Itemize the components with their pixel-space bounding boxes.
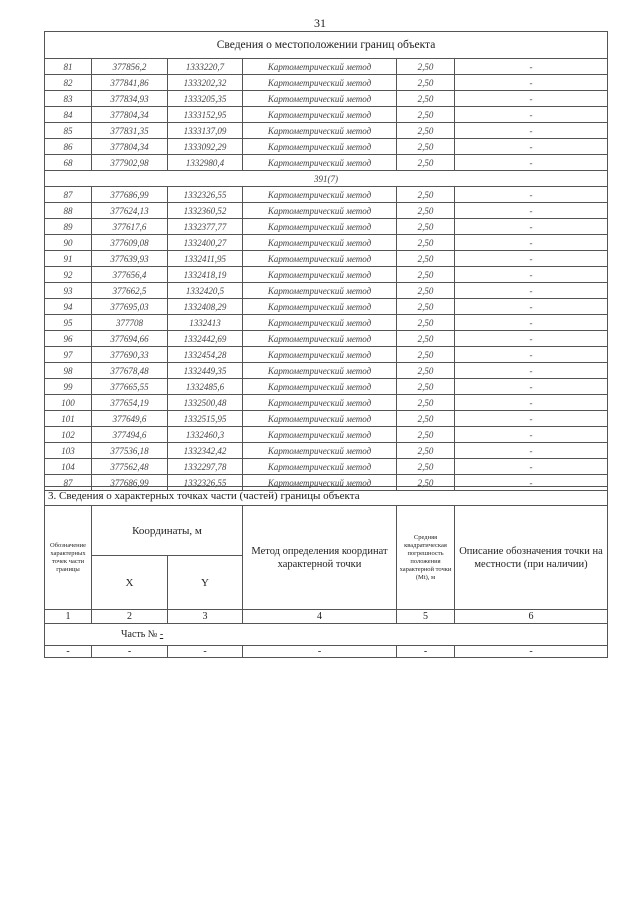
point-number-cell: 99 [45, 379, 92, 395]
point-number-cell: 98 [45, 363, 92, 379]
x-coordinate-cell: 377902,98 [92, 155, 168, 171]
part-number-value: - [159, 629, 164, 640]
description-cell: - [455, 379, 608, 395]
coordinate-row [45, 315, 608, 331]
y-coordinate-cell: 1332515,95 [168, 411, 243, 427]
y-coordinate-cell: 1332500,48 [168, 395, 243, 411]
page-number: 31 [314, 16, 326, 30]
method-cell: Картометрический метод [243, 315, 397, 331]
coordinate-row [45, 283, 608, 299]
description-cell: - [455, 347, 608, 363]
point-number-cell: 68 [45, 155, 92, 171]
point-number-cell: 94 [45, 299, 92, 315]
error-cell: 2,50 [397, 155, 455, 171]
description-cell: - [455, 267, 608, 283]
method-cell: Картометрический метод [243, 91, 397, 107]
method-cell: Картометрический метод [243, 459, 397, 475]
method-cell: Картометрический метод [243, 379, 397, 395]
coordinate-row [45, 411, 608, 427]
error-cell: 2,50 [397, 315, 455, 331]
x-coordinate-cell: 377831,35 [92, 123, 168, 139]
x-coordinate-cell: 377686,99 [92, 475, 168, 491]
coordinate-row [45, 187, 608, 203]
section3-title: 3. Сведения о характерных точках части (частей) границы объекта [45, 487, 608, 506]
y-coordinate-cell: 1332980,4 [168, 155, 243, 171]
description-cell: - [455, 315, 608, 331]
x-coordinate-cell: 377834,93 [92, 91, 168, 107]
point-number-cell: 85 [45, 123, 92, 139]
description-cell: - [455, 251, 608, 267]
method-cell: Картометрический метод [243, 235, 397, 251]
empty-cell: - [45, 646, 92, 658]
error-cell: 2,50 [397, 59, 455, 75]
error-cell: 2,50 [397, 235, 455, 251]
x-coordinate-cell: 377708 [92, 315, 168, 331]
error-cell: 2,50 [397, 91, 455, 107]
description-cell: - [455, 459, 608, 475]
x-coordinate-cell: 377690,33 [92, 347, 168, 363]
description-cell: - [455, 75, 608, 91]
method-cell: Картометрический метод [243, 123, 397, 139]
method-cell: Картометрический метод [243, 75, 397, 91]
coordinate-row [45, 251, 608, 267]
description-cell: - [455, 427, 608, 443]
y-coordinate-cell: 1333137,09 [168, 123, 243, 139]
error-cell: 2,50 [397, 267, 455, 283]
point-number-cell: 84 [45, 107, 92, 123]
description-cell: - [455, 411, 608, 427]
method-cell: Картометрический метод [243, 219, 397, 235]
column-number: 5 [397, 610, 455, 624]
x-coordinate-cell: 377804,34 [92, 139, 168, 155]
coordinate-row [45, 235, 608, 251]
error-cell: 2,50 [397, 427, 455, 443]
coordinates-header: Координаты, м [92, 506, 243, 556]
coordinate-row [45, 427, 608, 443]
method-cell: Картометрический метод [243, 283, 397, 299]
y-coordinate-cell: 1332454,28 [168, 347, 243, 363]
coordinate-row [45, 107, 608, 123]
section3-header-row [45, 506, 608, 556]
coordinate-row [45, 347, 608, 363]
coordinate-row [45, 123, 608, 139]
empty-data-row [45, 646, 608, 658]
coordinate-row [45, 91, 608, 107]
coordinate-row [45, 459, 608, 475]
y-coordinate-cell: 1332342,42 [168, 443, 243, 459]
method-cell: Картометрический метод [243, 267, 397, 283]
y-header: Y [168, 556, 243, 610]
point-number-cell: 87 [45, 475, 92, 491]
x-coordinate-cell: 377562,48 [92, 459, 168, 475]
point-number-cell: 91 [45, 251, 92, 267]
y-coordinate-cell: 1333092,29 [168, 139, 243, 155]
description-cell: - [455, 299, 608, 315]
coordinate-row [45, 203, 608, 219]
method-cell: Картометрический метод [243, 187, 397, 203]
method-cell: Картометрический метод [243, 427, 397, 443]
method-cell: Картометрический метод [243, 107, 397, 123]
description-cell: - [455, 395, 608, 411]
coordinate-row [45, 443, 608, 459]
point-number-cell: 87 [45, 187, 92, 203]
x-header: X [92, 556, 168, 610]
coordinates-table [44, 31, 608, 491]
method-cell: Картометрический метод [243, 139, 397, 155]
x-coordinate-cell: 377694,66 [92, 331, 168, 347]
error-cell: 2,50 [397, 123, 455, 139]
column-number: 2 [92, 610, 168, 624]
column-number: 4 [243, 610, 397, 624]
description-cell: - [455, 235, 608, 251]
x-coordinate-cell: 377804,34 [92, 107, 168, 123]
coordinate-row [45, 299, 608, 315]
x-coordinate-cell: 377841,86 [92, 75, 168, 91]
method-header: Метод определения координат характерной точки [243, 506, 397, 610]
method-cell: Картометрический метод [243, 251, 397, 267]
coordinates-table-title-row [45, 32, 608, 59]
y-coordinate-cell: 1332460,3 [168, 427, 243, 443]
y-coordinate-cell: 1332326,55 [168, 187, 243, 203]
coordinate-row [45, 139, 608, 155]
y-coordinate-cell: 1332485,6 [168, 379, 243, 395]
error-cell: 2,50 [397, 107, 455, 123]
point-number-cell: 90 [45, 235, 92, 251]
subheader-row [45, 171, 608, 187]
x-coordinate-cell: 377686,99 [92, 187, 168, 203]
coordinate-row [45, 395, 608, 411]
part-label [45, 624, 608, 646]
method-cell: Картометрический метод [243, 331, 397, 347]
x-coordinate-cell: 377649,6 [92, 411, 168, 427]
point-number-cell: 96 [45, 331, 92, 347]
error-cell: 2,50 [397, 251, 455, 267]
description-cell: - [455, 363, 608, 379]
x-coordinate-cell: 377678,48 [92, 363, 168, 379]
point-number-cell: 81 [45, 59, 92, 75]
coordinate-row [45, 59, 608, 75]
x-coordinate-cell: 377494,6 [92, 427, 168, 443]
error-cell: 2,50 [397, 347, 455, 363]
point-number-cell: 93 [45, 283, 92, 299]
x-coordinate-cell: 377656,4 [92, 267, 168, 283]
point-number-cell: 95 [45, 315, 92, 331]
part-label-text: Часть № [121, 629, 158, 640]
section3-title-row [45, 487, 608, 506]
method-cell: Картометрический метод [243, 59, 397, 75]
point-number-cell: 83 [45, 91, 92, 107]
error-header: Средняя квадратическая погрешность положения характерной точки (Mt), м [397, 506, 455, 610]
subheader-label: 391(7) [45, 171, 608, 187]
point-number-cell: 101 [45, 411, 92, 427]
error-cell: 2,50 [397, 443, 455, 459]
description-cell: - [455, 187, 608, 203]
y-coordinate-cell: 1333220,7 [168, 59, 243, 75]
empty-cell: - [168, 646, 243, 658]
coordinates-table-title: Сведения о местоположении границ объекта [45, 32, 608, 59]
y-coordinate-cell: 1332449,35 [168, 363, 243, 379]
x-coordinate-cell: 377617,6 [92, 219, 168, 235]
y-coordinate-cell: 1332442,69 [168, 331, 243, 347]
method-cell: Картометрический метод [243, 347, 397, 363]
y-coordinate-cell: 1332326,55 [168, 475, 243, 491]
x-coordinate-cell: 377695,03 [92, 299, 168, 315]
y-coordinate-cell: 1332411,95 [168, 251, 243, 267]
point-designation-header: Обозначение характерных точек части границы [45, 506, 92, 610]
column-number: 1 [45, 610, 92, 624]
description-cell: - [455, 155, 608, 171]
error-cell: 2,50 [397, 203, 455, 219]
error-cell: 2,50 [397, 459, 455, 475]
y-coordinate-cell: 1332420,5 [168, 283, 243, 299]
coordinate-row [45, 379, 608, 395]
y-coordinate-cell: 1332360,52 [168, 203, 243, 219]
error-cell: 2,50 [397, 475, 455, 491]
empty-cell: - [92, 646, 168, 658]
description-cell: - [455, 219, 608, 235]
description-cell: - [455, 443, 608, 459]
x-coordinate-cell: 377624,13 [92, 203, 168, 219]
point-number-cell: 88 [45, 203, 92, 219]
method-cell: Картометрический метод [243, 155, 397, 171]
description-cell: - [455, 475, 608, 491]
coordinate-row [45, 331, 608, 347]
method-cell: Картометрический метод [243, 363, 397, 379]
column-number: 3 [168, 610, 243, 624]
empty-cell: - [397, 646, 455, 658]
method-cell: Картометрический метод [243, 411, 397, 427]
error-cell: 2,50 [397, 219, 455, 235]
point-number-cell: 97 [45, 347, 92, 363]
coordinate-row [45, 363, 608, 379]
method-cell: Картометрический метод [243, 475, 397, 491]
error-cell: 2,50 [397, 283, 455, 299]
description-cell: - [455, 107, 608, 123]
y-coordinate-cell: 1332413 [168, 315, 243, 331]
y-coordinate-cell: 1332408,29 [168, 299, 243, 315]
y-coordinate-cell: 1332418,19 [168, 267, 243, 283]
description-cell: - [455, 203, 608, 219]
error-cell: 2,50 [397, 363, 455, 379]
description-cell: - [455, 139, 608, 155]
description-cell: - [455, 91, 608, 107]
method-cell: Картометрический метод [243, 203, 397, 219]
y-coordinate-cell: 1333152,95 [168, 107, 243, 123]
coordinate-row [45, 267, 608, 283]
error-cell: 2,50 [397, 299, 455, 315]
coordinate-row [45, 155, 608, 171]
part-row [45, 624, 608, 646]
column-numbers-row [45, 610, 608, 624]
y-coordinate-cell: 1333202,32 [168, 75, 243, 91]
method-cell: Картометрический метод [243, 299, 397, 315]
point-number-cell: 82 [45, 75, 92, 91]
y-coordinate-cell: 1332400,27 [168, 235, 243, 251]
x-coordinate-cell: 377856,2 [92, 59, 168, 75]
point-number-cell: 103 [45, 443, 92, 459]
x-coordinate-cell: 377662,5 [92, 283, 168, 299]
y-coordinate-cell: 1332297,78 [168, 459, 243, 475]
x-coordinate-cell: 377639,93 [92, 251, 168, 267]
point-number-cell: 100 [45, 395, 92, 411]
error-cell: 2,50 [397, 331, 455, 347]
point-number-cell: 92 [45, 267, 92, 283]
x-coordinate-cell: 377654,19 [92, 395, 168, 411]
coordinate-row [45, 75, 608, 91]
point-number-cell: 102 [45, 427, 92, 443]
point-number-cell: 104 [45, 459, 92, 475]
error-cell: 2,50 [397, 75, 455, 91]
section3-table [44, 486, 608, 658]
description-cell: - [455, 283, 608, 299]
y-coordinate-cell: 1333205,35 [168, 91, 243, 107]
description-cell: - [455, 59, 608, 75]
method-cell: Картометрический метод [243, 395, 397, 411]
error-cell: 2,50 [397, 411, 455, 427]
x-coordinate-cell: 377609,08 [92, 235, 168, 251]
y-coordinate-cell: 1332377,77 [168, 219, 243, 235]
empty-cell: - [455, 646, 608, 658]
error-cell: 2,50 [397, 187, 455, 203]
column-number: 6 [455, 610, 608, 624]
point-number-cell: 89 [45, 219, 92, 235]
description-header: Описание обозначения точки на местности (при наличии) [455, 506, 608, 610]
coordinate-row [45, 219, 608, 235]
error-cell: 2,50 [397, 379, 455, 395]
description-cell: - [455, 331, 608, 347]
description-cell: - [455, 123, 608, 139]
error-cell: 2,50 [397, 395, 455, 411]
method-cell: Картометрический метод [243, 443, 397, 459]
x-coordinate-cell: 377665,55 [92, 379, 168, 395]
x-coordinate-cell: 377536,18 [92, 443, 168, 459]
empty-cell: - [243, 646, 397, 658]
error-cell: 2,50 [397, 139, 455, 155]
point-number-cell: 86 [45, 139, 92, 155]
